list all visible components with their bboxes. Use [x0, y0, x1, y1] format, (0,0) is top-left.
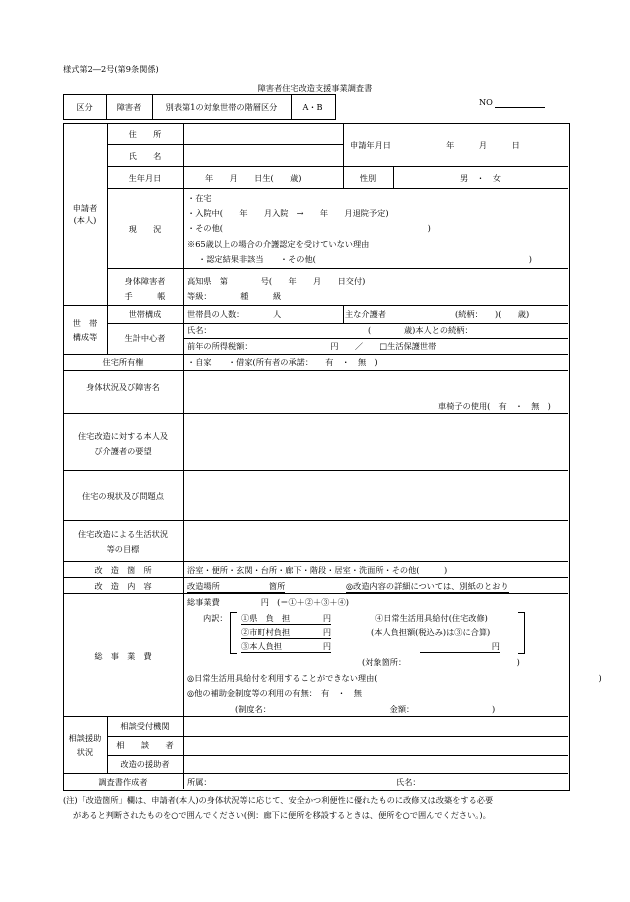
cost-item-2-text: ②市町村負担 円 — [241, 627, 332, 637]
cost-target[interactable]: (対象箇所： ) — [362, 657, 520, 667]
cost-item-1[interactable] — [241, 613, 331, 625]
cost-label: 総 事 業 費 — [94, 651, 152, 661]
techo-line-1[interactable]: 高知県 第 号( 年 月 日交付) — [187, 276, 366, 286]
status-line-5[interactable]: ・認定結果非該当 ・その他( ) — [198, 254, 532, 264]
consult-row-1-label: 相談受付機関 — [120, 721, 170, 731]
address-field[interactable] — [184, 124, 342, 144]
note-line-1: (注)「改造箇所」欄は、申請者(本人)の身体状況等に応じて、安全かつ利便性に優れたものに改修又は改築をする必要 — [63, 795, 494, 805]
breadwinner-label: 生計中心者 — [124, 333, 166, 343]
shogaisha-label: 障害者 — [116, 102, 142, 112]
caregiver-label: 主な介護者 — [345, 309, 386, 319]
consult-row-2-label: 相 談 者 — [116, 740, 174, 750]
cost-item-3-text: ③本人負担 円 — [241, 641, 332, 651]
status-line-1[interactable]: ・在宅 — [187, 193, 212, 203]
bw-age-field[interactable]: ( 歳)本人との続柄： — [368, 325, 473, 335]
kubun-label: 区分 — [76, 102, 93, 112]
apply-date-label: 申請年月日 — [350, 140, 391, 150]
applicant-label: 申請者 — [72, 203, 98, 213]
members-field[interactable]: 世帯員の人数： 人 — [187, 309, 282, 319]
disability-label: 身体状況及び障害名 — [86, 382, 160, 392]
address-label: 住 所 — [128, 129, 162, 139]
document-title: 障害者住宅改造支援事業調査書 — [257, 83, 373, 93]
form-number: 様式第2―2号(第9条関係) — [63, 64, 159, 74]
composition-label: 世帯構成 — [128, 309, 162, 319]
ab-label: A・B — [302, 102, 323, 112]
wheelchair-field[interactable]: 車椅子の使用( 有 ・ 無 ) — [438, 401, 551, 411]
techo-label-2: 手 帳 — [124, 291, 166, 301]
author-name[interactable]: 氏名： — [396, 777, 421, 787]
goal-label: 住宅改造による生活状況 — [77, 529, 169, 539]
kaiso-label: 別表第1の対象世帯の階層区分 — [165, 102, 278, 112]
contents-value-2 — [346, 581, 509, 593]
no-underline — [495, 97, 545, 108]
places-value[interactable]: 浴室・便所・玄関・台所・廊下・階段・居室・洗面所・その他( ) — [187, 565, 448, 575]
consult-row-3-label: 改造の援助者 — [120, 759, 170, 769]
contents-label: 改 造 内 容 — [94, 581, 152, 591]
birth-label: 生年月日 — [128, 173, 162, 183]
current-field[interactable] — [184, 471, 566, 519]
contents-place-count: 改造場所 箇所 — [187, 581, 286, 591]
cost-item-4[interactable]: ④日常生活用具給付(住宅改修) — [375, 613, 488, 623]
sex-value[interactable]: 男 ・ 女 — [460, 173, 501, 183]
household-label: 世 帯 — [72, 318, 98, 328]
cost-item-3[interactable] — [241, 641, 331, 653]
applicant-sub-label: (本人) — [73, 215, 97, 225]
cost-system-name[interactable]: (制度名： 金額： ) — [235, 704, 496, 714]
note-line-2: があると判断されたものを○で囲んでください(例：廊下に便所を移設するときは、便所を○で囲んでください。)。 — [73, 810, 491, 820]
techo-label: 身体障害者 — [124, 276, 166, 286]
name-field[interactable] — [184, 145, 342, 165]
contents-value-1[interactable] — [187, 581, 285, 593]
bracket-left — [230, 612, 237, 654]
disability-field[interactable] — [184, 371, 566, 399]
sex-label: 性別 — [359, 173, 377, 183]
request-label-2: び介護者の要望 — [94, 446, 152, 456]
cost-breakdown-label: 内訳： — [203, 613, 228, 623]
name-label: 氏 名 — [128, 151, 162, 161]
bracket-right — [518, 612, 525, 654]
cost-reason[interactable]: ◎日常生活用具給付を利用することができない理由( ) — [187, 673, 602, 683]
goal-field[interactable] — [184, 521, 566, 560]
places-label: 改 造 箇 所 — [94, 565, 152, 575]
author-affiliation[interactable]: 所属： — [187, 777, 212, 787]
consult-row-3-field[interactable] — [184, 756, 566, 772]
contents-detail-note: ◎改造内容の詳細については、別紙のとおり — [346, 581, 509, 591]
household-sub-label: 構成等 — [72, 332, 98, 342]
cost-item-4-yen: 円 — [420, 641, 500, 653]
request-label: 住宅改造に対する本人及 — [77, 431, 169, 441]
status-line-3[interactable]: ・その他( ) — [187, 223, 431, 233]
bw-tax-field[interactable]: 前年の所得税額： 円 ／ □生活保護世帯 — [187, 341, 437, 351]
relation-field[interactable]: (続柄： )( 歳) — [455, 309, 530, 319]
housing-right-value[interactable]: ・自家 ・借家(所有者の承諾： 有 ・ 無 ) — [187, 357, 378, 367]
author-label: 調査書作成者 — [98, 777, 148, 787]
request-field[interactable] — [184, 414, 566, 469]
birth-value[interactable]: 年 月 日生( 歳) — [205, 173, 302, 183]
cost-total[interactable]: 総事業費 円 (＝①＋②＋③＋④) — [187, 597, 349, 607]
status-line-4: ※65歳以上の場合の介護認定を受けていない理由 — [187, 239, 370, 249]
status-line-2[interactable]: ・入院中( 年 月入院 → 年 月退院予定) — [187, 208, 389, 218]
consult-row-2-field[interactable] — [184, 737, 566, 754]
no-label: NO — [479, 97, 493, 107]
techo-line-2[interactable]: 等級： 種 級 — [187, 291, 282, 301]
no-field[interactable] — [479, 97, 545, 108]
bw-name-label[interactable]: 氏名： — [187, 325, 212, 335]
status-label: 現 況 — [128, 224, 162, 234]
apply-date-value[interactable]: 年 月 日 — [446, 140, 520, 150]
cost-item-2[interactable] — [241, 627, 331, 639]
cost-item-1-text: ①県 負 担 円 — [241, 613, 332, 623]
consult-label-2: 状況 — [76, 747, 94, 757]
cost-item-4-amount[interactable] — [420, 641, 500, 653]
cost-other-system[interactable]: ◎他の補助金制度等の利用の有無： 有 ・ 無 — [187, 688, 362, 698]
cost-item-4-note: (本人負担額(税込み)は③に合算) — [371, 627, 491, 637]
goal-label-2: 等の目標 — [106, 544, 140, 554]
current-label: 住宅の現状及び問題点 — [82, 491, 164, 501]
housing-right-label: 住宅所有権 — [102, 357, 144, 367]
consult-label: 相談援助 — [68, 733, 102, 743]
consult-row-1-field[interactable] — [184, 717, 566, 735]
